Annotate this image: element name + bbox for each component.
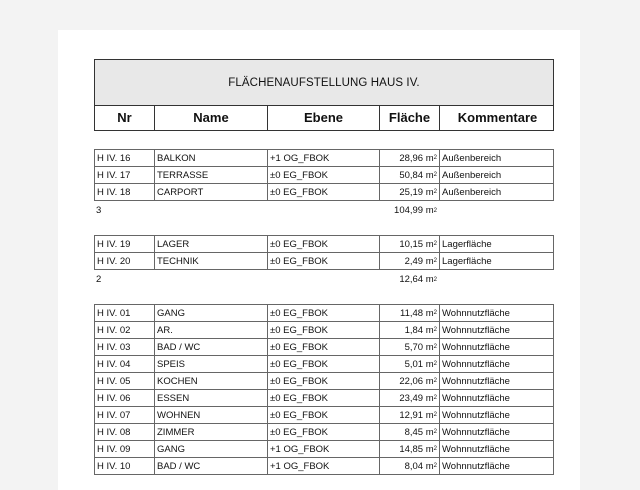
cell-kommentar bbox=[440, 339, 555, 355]
table-row bbox=[94, 339, 554, 356]
column-header-name: Name bbox=[155, 105, 268, 130]
table-row bbox=[94, 407, 554, 424]
table-row bbox=[94, 253, 554, 270]
ebene-value: ±0 EG_FBOK bbox=[270, 238, 329, 250]
unit-superscript: 2 bbox=[433, 155, 437, 161]
cell-nr bbox=[95, 150, 155, 166]
kommentar-value: Lagerfläche bbox=[442, 255, 492, 267]
cell-nr bbox=[95, 373, 155, 389]
cell-kommentar bbox=[440, 458, 555, 474]
ebene-value: +1 OG_FBOK bbox=[270, 443, 330, 455]
cell-name bbox=[155, 441, 268, 457]
cell-nr bbox=[95, 424, 155, 440]
nr-value: H IV. 02 bbox=[97, 324, 131, 336]
nr-value: H IV. 10 bbox=[97, 460, 131, 472]
unit-label: m bbox=[423, 274, 434, 285]
table-row bbox=[94, 390, 554, 407]
unit-superscript: 2 bbox=[433, 258, 437, 264]
ebene-value: ±0 EG_FBOK bbox=[270, 307, 329, 319]
nr-value: H IV. 09 bbox=[97, 443, 131, 455]
column-header-kommentare: Kommentare bbox=[457, 110, 538, 125]
cell-ebene bbox=[268, 305, 380, 321]
name-value: BAD / WC bbox=[157, 341, 201, 353]
table-row bbox=[94, 441, 554, 458]
flaeche-value: 28,96 bbox=[399, 152, 424, 164]
cell-flaeche bbox=[380, 373, 440, 389]
ebene-value: ±0 EG_FBOK bbox=[270, 186, 329, 198]
cell-nr bbox=[95, 441, 155, 457]
cell-flaeche bbox=[380, 356, 440, 372]
unit-label: m bbox=[423, 358, 434, 370]
flaeche-value: 23,49 bbox=[399, 392, 424, 404]
ebene-value: +1 OG_FBOK bbox=[270, 460, 330, 472]
table-row bbox=[94, 167, 554, 184]
flaeche-value: 50,84 bbox=[399, 169, 424, 181]
cell-flaeche bbox=[380, 305, 440, 321]
nr-value: H IV. 07 bbox=[97, 409, 131, 421]
name-value: CARPORT bbox=[157, 186, 204, 198]
cell-nr bbox=[95, 458, 155, 474]
nr-value: H IV. 20 bbox=[97, 255, 131, 267]
name-value: KOCHEN bbox=[157, 375, 198, 387]
cell-flaeche bbox=[380, 339, 440, 355]
unit-superscript: 2 bbox=[433, 412, 437, 418]
flaeche-value: 2,49 bbox=[404, 255, 424, 267]
cell-kommentar bbox=[440, 356, 555, 372]
kommentar-value: Wohnnutzfläche bbox=[442, 443, 510, 455]
cell-flaeche bbox=[380, 407, 440, 423]
kommentar-value: Wohnnutzfläche bbox=[442, 392, 510, 404]
group-summary-row bbox=[94, 202, 554, 219]
unit-superscript: 2 bbox=[433, 344, 437, 350]
cell-nr bbox=[95, 184, 155, 200]
nr-value: H IV. 08 bbox=[97, 426, 131, 438]
group-total bbox=[379, 271, 439, 288]
kommentar-value: Wohnnutzfläche bbox=[442, 409, 510, 421]
table-row bbox=[94, 149, 554, 167]
name-value: GANG bbox=[157, 307, 185, 319]
group-count: 2 bbox=[96, 274, 102, 285]
flaeche-value: 10,15 bbox=[399, 238, 424, 250]
unit-superscript: 2 bbox=[433, 172, 437, 178]
unit-label: m bbox=[423, 409, 434, 421]
kommentar-value: Lagerfläche bbox=[442, 238, 492, 250]
flaeche-value: 12,91 bbox=[399, 409, 424, 421]
cell-ebene bbox=[268, 373, 380, 389]
table-header-box bbox=[94, 59, 554, 131]
cell-name bbox=[155, 167, 268, 183]
nr-value: H IV. 18 bbox=[97, 186, 131, 198]
cell-ebene bbox=[268, 150, 380, 166]
cell-ebene bbox=[268, 458, 380, 474]
kommentar-value: Wohnnutzfläche bbox=[442, 324, 510, 336]
cell-nr bbox=[95, 167, 155, 183]
ebene-value: ±0 EG_FBOK bbox=[270, 169, 329, 181]
cell-ebene bbox=[268, 167, 380, 183]
unit-superscript: 2 bbox=[433, 310, 437, 316]
unit-superscript: 2 bbox=[433, 429, 437, 435]
cell-kommentar bbox=[440, 150, 555, 166]
unit-label: m bbox=[423, 152, 434, 164]
unit-label: m bbox=[423, 426, 434, 438]
ebene-value: ±0 EG_FBOK bbox=[270, 409, 329, 421]
cell-name bbox=[155, 390, 268, 406]
name-value: TERRASSE bbox=[157, 169, 209, 181]
cell-name bbox=[155, 356, 268, 372]
cell-name bbox=[155, 424, 268, 440]
cell-flaeche bbox=[380, 390, 440, 406]
cell-kommentar bbox=[440, 253, 555, 269]
table-row bbox=[94, 322, 554, 339]
table-row bbox=[94, 304, 554, 322]
table-row bbox=[94, 356, 554, 373]
name-value: BAD / WC bbox=[157, 460, 201, 472]
group-summary-row bbox=[94, 271, 554, 288]
unit-superscript: 2 bbox=[433, 463, 437, 469]
cell-ebene bbox=[268, 184, 380, 200]
cell-ebene bbox=[268, 424, 380, 440]
ebene-value: ±0 EG_FBOK bbox=[270, 375, 329, 387]
unit-label: m bbox=[423, 186, 434, 198]
unit-superscript: 2 bbox=[433, 207, 437, 214]
cell-nr bbox=[95, 407, 155, 423]
nr-value: H IV. 16 bbox=[97, 152, 131, 164]
cell-kommentar bbox=[440, 373, 555, 389]
cell-name bbox=[155, 322, 268, 338]
table-row bbox=[94, 424, 554, 441]
table-row bbox=[94, 235, 554, 253]
ebene-value: ±0 EG_FBOK bbox=[270, 324, 329, 336]
column-header-ebene: Ebene bbox=[268, 105, 380, 130]
cell-kommentar bbox=[440, 167, 555, 183]
unit-label: m bbox=[423, 238, 434, 250]
unit-label: m bbox=[423, 375, 434, 387]
kommentar-value: Außenbereich bbox=[442, 186, 502, 198]
kommentar-value: Außenbereich bbox=[442, 152, 502, 164]
kommentar-value: Wohnnutzfläche bbox=[442, 426, 510, 438]
flaeche-value: 11,48 bbox=[400, 307, 424, 319]
flaeche-value: 8,04 bbox=[404, 460, 424, 472]
group-count: 3 bbox=[96, 205, 102, 216]
kommentar-value: Wohnnutzfläche bbox=[442, 375, 510, 387]
cell-flaeche bbox=[380, 167, 440, 183]
cell-flaeche bbox=[380, 253, 440, 269]
unit-label: m bbox=[423, 392, 434, 404]
unit-superscript: 2 bbox=[433, 327, 437, 333]
unit-superscript: 2 bbox=[433, 276, 437, 283]
cell-name bbox=[155, 184, 268, 200]
cell-ebene bbox=[268, 339, 380, 355]
cell-name bbox=[155, 236, 268, 252]
kommentar-value: Außenbereich bbox=[442, 169, 502, 181]
table-row bbox=[94, 373, 554, 390]
unit-label: m bbox=[423, 169, 434, 181]
cell-ebene bbox=[268, 390, 380, 406]
name-value: LAGER bbox=[157, 238, 190, 250]
table-row bbox=[94, 184, 554, 201]
document-title: FLÄCHENAUFSTELLUNG HAUS IV. bbox=[95, 60, 553, 106]
unit-superscript: 2 bbox=[433, 361, 437, 367]
kommentar-value: Wohnnutzfläche bbox=[442, 460, 510, 472]
nr-value: H IV. 06 bbox=[97, 392, 131, 404]
cell-flaeche bbox=[380, 458, 440, 474]
unit-superscript: 2 bbox=[433, 189, 437, 195]
cell-nr bbox=[95, 339, 155, 355]
cell-kommentar bbox=[440, 184, 555, 200]
cell-nr bbox=[95, 253, 155, 269]
flaeche-value: 8,45 bbox=[404, 426, 424, 438]
unit-label: m bbox=[423, 443, 434, 455]
nr-value: H IV. 17 bbox=[97, 169, 131, 181]
unit-label: m bbox=[423, 307, 434, 319]
cell-nr bbox=[95, 356, 155, 372]
cell-kommentar bbox=[440, 390, 555, 406]
kommentar-value: Wohnnutzfläche bbox=[442, 341, 510, 353]
unit-superscript: 2 bbox=[433, 241, 437, 247]
cell-kommentar bbox=[440, 305, 555, 321]
cell-ebene bbox=[268, 236, 380, 252]
column-header-nr: Nr bbox=[95, 105, 155, 130]
cell-ebene bbox=[268, 441, 380, 457]
ebene-value: ±0 EG_FBOK bbox=[270, 358, 329, 370]
name-value: WOHNEN bbox=[157, 409, 201, 421]
unit-superscript: 2 bbox=[433, 395, 437, 401]
group-total-value: 12,64 bbox=[399, 274, 424, 285]
cell-ebene bbox=[268, 253, 380, 269]
unit-label: m bbox=[423, 460, 434, 472]
flaeche-value: 5,70 bbox=[404, 341, 424, 353]
name-value: TECHNIK bbox=[157, 255, 199, 267]
flaeche-value: 1,84 bbox=[404, 324, 424, 336]
unit-superscript: 2 bbox=[433, 378, 437, 384]
cell-name bbox=[155, 150, 268, 166]
nr-value: H IV. 04 bbox=[97, 358, 131, 370]
cell-flaeche bbox=[380, 150, 440, 166]
cell-ebene bbox=[268, 407, 380, 423]
cell-flaeche bbox=[380, 441, 440, 457]
cell-flaeche bbox=[380, 424, 440, 440]
ebene-value: ±0 EG_FBOK bbox=[270, 426, 329, 438]
cell-kommentar bbox=[440, 322, 555, 338]
cell-ebene bbox=[268, 322, 380, 338]
cell-nr bbox=[95, 236, 155, 252]
name-value: ZIMMER bbox=[157, 426, 195, 438]
ebene-value: ±0 EG_FBOK bbox=[270, 255, 329, 267]
unit-superscript: 2 bbox=[433, 446, 437, 452]
cell-kommentar bbox=[440, 407, 555, 423]
ebene-value: ±0 EG_FBOK bbox=[270, 392, 329, 404]
cell-nr bbox=[95, 390, 155, 406]
name-value: SPEIS bbox=[157, 358, 185, 370]
cell-kommentar bbox=[440, 236, 555, 252]
kommentar-value: Wohnnutzfläche bbox=[442, 307, 510, 319]
cell-name bbox=[155, 458, 268, 474]
cell-name bbox=[155, 339, 268, 355]
flaeche-value: 14,85 bbox=[399, 443, 424, 455]
cell-name bbox=[155, 253, 268, 269]
name-value: GANG bbox=[157, 443, 185, 455]
column-header-flaeche: Fläche bbox=[380, 105, 440, 130]
nr-value: H IV. 05 bbox=[97, 375, 131, 387]
group-total bbox=[379, 202, 439, 219]
unit-label: m bbox=[423, 205, 434, 216]
cell-kommentar bbox=[440, 441, 555, 457]
nr-value: H IV. 19 bbox=[97, 238, 131, 250]
name-value: BALKON bbox=[157, 152, 196, 164]
cell-flaeche bbox=[380, 236, 440, 252]
nr-value: H IV. 03 bbox=[97, 341, 131, 353]
name-value: ESSEN bbox=[157, 392, 190, 404]
cell-flaeche bbox=[380, 184, 440, 200]
cell-flaeche bbox=[380, 322, 440, 338]
unit-label: m bbox=[423, 324, 434, 336]
cell-kommentar bbox=[440, 424, 555, 440]
kommentar-value: Wohnnutzfläche bbox=[442, 358, 510, 370]
unit-label: m bbox=[423, 255, 434, 267]
table-row bbox=[94, 458, 554, 475]
flaeche-value: 5,01 bbox=[404, 358, 424, 370]
cell-nr bbox=[95, 322, 155, 338]
ebene-value: ±0 EG_FBOK bbox=[270, 341, 329, 353]
cell-name bbox=[155, 407, 268, 423]
cell-name bbox=[155, 373, 268, 389]
ebene-value: +1 OG_FBOK bbox=[270, 152, 330, 164]
flaeche-value: 22,06 bbox=[399, 375, 424, 387]
cell-nr bbox=[95, 305, 155, 321]
unit-label: m bbox=[423, 341, 434, 353]
flaeche-value: 25,19 bbox=[399, 186, 424, 198]
name-value: AR. bbox=[157, 324, 173, 336]
group-total-value: 104,99 bbox=[394, 205, 424, 216]
cell-name bbox=[155, 305, 268, 321]
nr-value: H IV. 01 bbox=[97, 307, 131, 319]
cell-ebene bbox=[268, 356, 380, 372]
